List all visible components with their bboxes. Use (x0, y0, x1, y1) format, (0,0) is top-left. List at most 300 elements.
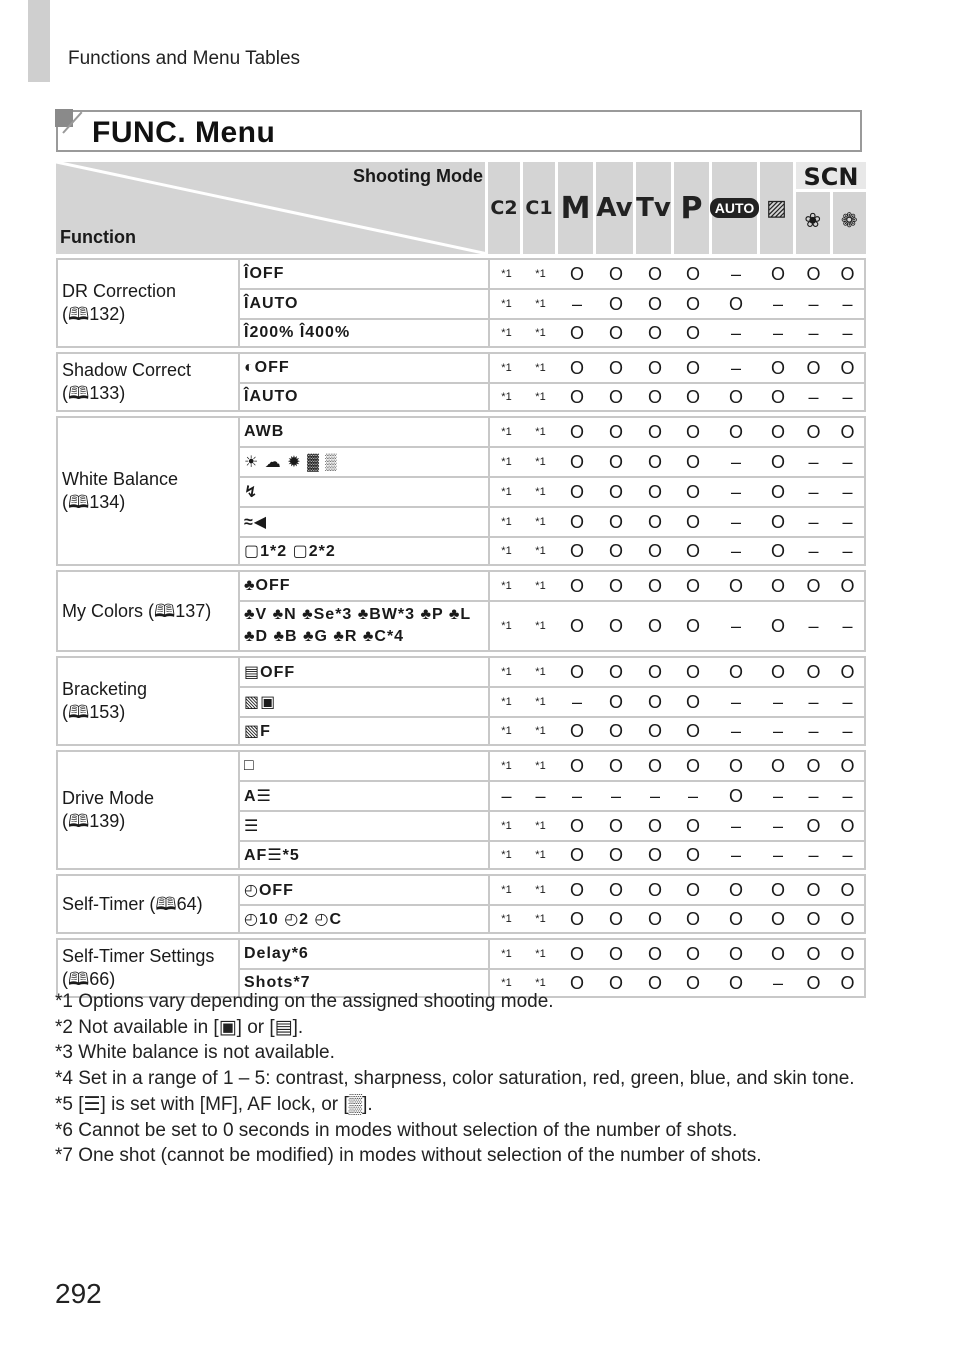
availability-cell: O (636, 416, 674, 446)
option-icon: ÎAUTO (244, 295, 299, 312)
availability-cell: O (831, 874, 866, 904)
availability-cell: *1 (523, 570, 558, 600)
auto-badge-icon: AUTO (710, 198, 759, 218)
availability-cell: *1 (523, 382, 558, 412)
availability-cell: O (596, 938, 636, 968)
function-name-cell (56, 416, 238, 566)
availability-cell: O (674, 600, 712, 652)
section-header: Functions and Menu Tables (68, 48, 301, 69)
availability-cell: *1 (523, 258, 558, 288)
manual-page-ref: (🕮64) (149, 893, 203, 914)
manual-page-ref: (🕮153) (62, 702, 126, 722)
availability-cell: O (596, 968, 636, 998)
availability-cell: O (558, 506, 596, 536)
availability-cell: O (596, 810, 636, 840)
availability-cell: O (558, 840, 596, 870)
availability-cell: O (558, 446, 596, 476)
table-row (56, 352, 866, 382)
availability-cell: O (796, 656, 831, 686)
availability-cell: O (674, 382, 712, 412)
manual-page-ref: (🕮133) (62, 383, 126, 403)
option-cell (238, 416, 488, 446)
option-cell (238, 716, 488, 746)
option-cell (238, 446, 488, 476)
availability-cell: – (831, 840, 866, 870)
availability-cell: O (674, 938, 712, 968)
option-icon: ▧F (244, 723, 271, 740)
header-shooting-mode: Shooting Mode (353, 166, 483, 186)
option-cell (238, 938, 488, 968)
table-row (56, 416, 866, 446)
function-name: Self-Timer Settings (62, 946, 215, 966)
availability-cell: O (712, 780, 760, 810)
manual-page-ref: (🕮132) (62, 304, 126, 324)
availability-cell: O (674, 968, 712, 998)
option-icon: A☰ (244, 788, 272, 805)
availability-cell: O (558, 716, 596, 746)
option-icon: AF☰*5 (244, 847, 300, 864)
function-name: Bracketing (62, 679, 148, 699)
option-cell (238, 536, 488, 566)
availability-cell: O (760, 570, 796, 600)
option-icon: ♣OFF (244, 577, 291, 594)
availability-cell: *1 (488, 382, 523, 412)
availability-cell: – (712, 318, 760, 348)
option-icon: AWB (244, 423, 285, 440)
availability-cell: O (558, 416, 596, 446)
availability-cell: O (796, 938, 831, 968)
page-title: FUNC. Menu (92, 116, 276, 149)
function-name-cell (56, 352, 238, 412)
availability-cell: O (760, 600, 796, 652)
option-cell (238, 506, 488, 536)
availability-cell: – (796, 288, 831, 318)
availability-cell: – (796, 536, 831, 566)
availability-cell: O (596, 656, 636, 686)
availability-cell: O (636, 810, 674, 840)
availability-cell: O (712, 938, 760, 968)
option-cell (238, 686, 488, 716)
availability-cell: – (831, 600, 866, 652)
availability-cell: O (596, 476, 636, 506)
availability-cell: O (636, 382, 674, 412)
manual-page-ref: (🕮139) (62, 811, 126, 831)
availability-cell: – (760, 968, 796, 998)
availability-cell: *1 (523, 904, 558, 934)
option-icon: □ (244, 757, 255, 774)
availability-cell: O (558, 810, 596, 840)
availability-cell: O (674, 476, 712, 506)
availability-cell: – (712, 716, 760, 746)
availability-cell: O (558, 656, 596, 686)
availability-cell: O (674, 352, 712, 382)
availability-cell: O (596, 874, 636, 904)
mode-camera-header (760, 162, 796, 254)
option-cell (238, 476, 488, 506)
availability-cell: O (636, 288, 674, 318)
availability-cell: O (636, 904, 674, 934)
availability-cell: – (760, 686, 796, 716)
table-row (56, 656, 866, 686)
availability-cell: O (796, 750, 831, 780)
option-icon: Î200% Î400% (244, 324, 351, 341)
availability-cell: – (831, 446, 866, 476)
availability-cell: O (596, 382, 636, 412)
availability-cell: O (558, 600, 596, 652)
availability-cell: O (636, 874, 674, 904)
availability-cell: O (760, 506, 796, 536)
availability-cell: O (674, 318, 712, 348)
option-cell (238, 874, 488, 904)
availability-cell: O (674, 570, 712, 600)
availability-cell: O (712, 874, 760, 904)
availability-cell: *1 (523, 968, 558, 998)
availability-cell: O (636, 506, 674, 536)
availability-cell: O (636, 476, 674, 506)
availability-cell: O (636, 570, 674, 600)
availability-cell: O (636, 656, 674, 686)
side-tab-marker (28, 0, 50, 82)
availability-cell: *1 (488, 536, 523, 566)
availability-cell: *1 (523, 810, 558, 840)
availability-cell: O (596, 416, 636, 446)
option-cell (238, 258, 488, 288)
option-cell (238, 570, 488, 600)
manual-page-ref: (🕮137) (148, 600, 212, 621)
availability-cell: O (712, 750, 760, 780)
availability-cell: O (636, 446, 674, 476)
availability-cell: – (796, 446, 831, 476)
availability-cell: O (558, 968, 596, 998)
availability-cell: – (831, 506, 866, 536)
table-row (56, 874, 866, 904)
footnotes (55, 989, 855, 1169)
availability-cell: – (796, 716, 831, 746)
availability-cell: *1 (523, 750, 558, 780)
availability-cell: *1 (488, 446, 523, 476)
availability-cell: – (712, 446, 760, 476)
availability-cell: O (712, 416, 760, 446)
function-name: Self-Timer (62, 893, 145, 914)
availability-cell: *1 (488, 476, 523, 506)
table-row (56, 938, 866, 968)
availability-cell: O (596, 318, 636, 348)
availability-cell: O (760, 904, 796, 934)
availability-cell: *1 (523, 318, 558, 348)
option-icon: ☀ ☁ ✹ ▓ ▒ (244, 454, 338, 471)
mode-c2-header: C2 (488, 162, 523, 254)
availability-cell: *1 (523, 686, 558, 716)
scn-label: SCN (796, 162, 866, 192)
availability-cell: *1 (488, 506, 523, 536)
scn-portrait-icon: ❀ (804, 210, 822, 232)
availability-cell: O (558, 874, 596, 904)
availability-cell: – (760, 840, 796, 870)
footnote: *5 [☰] is set with [MF], AF lock, or [▒]. (55, 1093, 373, 1115)
availability-cell: O (596, 600, 636, 652)
function-name-cell (56, 656, 238, 746)
availability-cell: O (636, 840, 674, 870)
availability-cell: *1 (488, 318, 523, 348)
availability-cell: O (674, 288, 712, 318)
availability-cell: – (760, 318, 796, 348)
availability-cell: O (831, 416, 866, 446)
availability-cell: O (636, 600, 674, 652)
availability-cell: O (796, 874, 831, 904)
availability-cell: O (760, 938, 796, 968)
option-icon: ▤OFF (244, 664, 296, 681)
function-name: My Colors (62, 600, 144, 621)
availability-cell: – (831, 716, 866, 746)
title-box (56, 110, 862, 152)
availability-cell: O (760, 416, 796, 446)
table-row (56, 750, 866, 780)
availability-cell: O (796, 810, 831, 840)
mode-scn-header (796, 162, 866, 254)
option-icon: Delay*6 (244, 945, 309, 962)
availability-cell: *1 (523, 938, 558, 968)
function-name-cell (56, 570, 238, 652)
availability-cell: *1 (523, 476, 558, 506)
availability-cell: O (558, 382, 596, 412)
availability-cell: O (596, 352, 636, 382)
availability-cell: *1 (523, 352, 558, 382)
availability-cell: – (831, 318, 866, 348)
option-cell (238, 600, 488, 652)
availability-cell: O (558, 258, 596, 288)
availability-cell: O (636, 318, 674, 348)
option-icon: ↯ (244, 484, 259, 501)
manual-page-ref: (🕮66) (62, 969, 116, 989)
option-icon: ◐OFF (244, 359, 290, 376)
availability-cell: *1 (488, 656, 523, 686)
option-cell (238, 318, 488, 348)
availability-cell: O (558, 536, 596, 566)
availability-cell: O (831, 656, 866, 686)
availability-cell: – (831, 686, 866, 716)
availability-cell: O (596, 506, 636, 536)
availability-cell: O (674, 904, 712, 934)
availability-cell: *1 (523, 536, 558, 566)
availability-cell: – (796, 382, 831, 412)
availability-cell: O (636, 750, 674, 780)
manual-page-ref: (🕮134) (62, 492, 126, 512)
mode-m-header: M (558, 162, 596, 254)
availability-cell: – (636, 780, 674, 810)
availability-cell: O (636, 686, 674, 716)
availability-cell: O (596, 536, 636, 566)
function-name: Drive Mode (62, 788, 155, 808)
availability-cell: O (636, 536, 674, 566)
option-cell (238, 840, 488, 870)
availability-cell: O (831, 938, 866, 968)
availability-cell: O (796, 904, 831, 934)
availability-cell: O (674, 656, 712, 686)
availability-cell: O (760, 750, 796, 780)
availability-cell: *1 (488, 600, 523, 652)
availability-cell: – (712, 536, 760, 566)
availability-cell: *1 (523, 446, 558, 476)
availability-cell: O (674, 258, 712, 288)
availability-cell: *1 (488, 416, 523, 446)
function-name-cell (56, 874, 238, 934)
availability-cell: *1 (488, 810, 523, 840)
availability-cell: O (558, 938, 596, 968)
availability-cell: *1 (523, 656, 558, 686)
availability-cell: O (831, 570, 866, 600)
availability-cell: – (760, 810, 796, 840)
availability-cell: O (760, 258, 796, 288)
footnote: *7 One shot (cannot be modified) in modes without selection of the number of shots. (55, 1145, 762, 1167)
function-name-cell (56, 258, 238, 348)
availability-cell: – (712, 476, 760, 506)
availability-cell: – (796, 318, 831, 348)
function-name: DR Correction (62, 281, 177, 301)
function-name-cell (56, 750, 238, 870)
availability-cell: – (831, 382, 866, 412)
availability-cell: O (712, 968, 760, 998)
availability-cell: – (558, 288, 596, 318)
availability-cell: O (674, 686, 712, 716)
availability-cell: O (596, 904, 636, 934)
availability-cell: O (558, 904, 596, 934)
availability-cell: O (674, 506, 712, 536)
availability-cell: O (674, 874, 712, 904)
availability-cell: – (796, 686, 831, 716)
availability-cell: O (636, 352, 674, 382)
option-cell (238, 288, 488, 318)
availability-cell: – (831, 780, 866, 810)
availability-cell: – (796, 476, 831, 506)
option-icon: ≈◀ (244, 514, 268, 531)
availability-cell: *1 (523, 600, 558, 652)
availability-cell: O (712, 288, 760, 318)
availability-cell: – (712, 258, 760, 288)
table-row (56, 258, 866, 288)
availability-cell: O (831, 750, 866, 780)
availability-cell: O (596, 288, 636, 318)
availability-cell: *1 (488, 352, 523, 382)
availability-cell: – (558, 686, 596, 716)
availability-cell: O (636, 716, 674, 746)
option-icon: ♣V ♣N ♣Se*3 ♣BW*3 ♣P ♣L ♣D ♣B ♣G ♣R ♣C*4 (244, 606, 471, 645)
footnote: *1 Options vary depending on the assigned shooting mode. (55, 991, 554, 1012)
availability-cell: – (796, 506, 831, 536)
option-icon: ÎOFF (244, 265, 285, 282)
availability-cell: O (596, 258, 636, 288)
mode-auto-header (712, 162, 760, 254)
availability-cell: – (712, 352, 760, 382)
availability-cell: – (558, 780, 596, 810)
availability-cell: – (831, 288, 866, 318)
availability-cell: O (596, 840, 636, 870)
availability-cell: – (796, 780, 831, 810)
availability-cell: O (558, 570, 596, 600)
availability-cell: O (558, 476, 596, 506)
availability-cell: O (596, 446, 636, 476)
availability-cell: O (796, 258, 831, 288)
availability-cell: O (796, 968, 831, 998)
availability-cell: *1 (488, 750, 523, 780)
availability-cell: – (674, 780, 712, 810)
availability-cell: – (760, 288, 796, 318)
function-name: Shadow Correct (62, 360, 192, 380)
option-icon: ▢1*2 ▢2*2 (244, 543, 336, 560)
availability-cell: O (712, 382, 760, 412)
availability-cell: O (596, 716, 636, 746)
option-cell (238, 656, 488, 686)
availability-cell: O (558, 352, 596, 382)
availability-cell: *1 (523, 288, 558, 318)
mode-p-header: P (674, 162, 712, 254)
availability-cell: – (712, 600, 760, 652)
option-icon: ☰ (244, 818, 260, 835)
page-number: 292 (55, 1278, 102, 1309)
availability-cell: O (760, 446, 796, 476)
availability-cell: O (596, 750, 636, 780)
table-header-row (56, 162, 866, 254)
availability-cell: O (636, 968, 674, 998)
function-name: White Balance (62, 469, 179, 489)
mode-av-header: Av (596, 162, 636, 254)
availability-cell: O (674, 750, 712, 780)
availability-cell: O (636, 258, 674, 288)
availability-cell: – (712, 810, 760, 840)
availability-cell: – (831, 476, 866, 506)
availability-cell: O (674, 810, 712, 840)
footnote: *2 Not available in [▣] or [▤]. (55, 1016, 304, 1038)
availability-cell: O (831, 968, 866, 998)
availability-cell: O (796, 352, 831, 382)
availability-cell: O (636, 938, 674, 968)
footnote: *3 White balance is not available. (55, 1042, 335, 1064)
availability-cell: O (760, 476, 796, 506)
availability-cell: *1 (488, 288, 523, 318)
option-icon: Shots*7 (244, 974, 311, 991)
option-icon: ÎAUTO (244, 388, 299, 405)
availability-cell: O (674, 840, 712, 870)
availability-cell: *1 (488, 570, 523, 600)
availability-cell: *1 (523, 506, 558, 536)
availability-cell: O (796, 416, 831, 446)
availability-cell: – (760, 716, 796, 746)
availability-cell: O (712, 904, 760, 934)
availability-cell: O (760, 352, 796, 382)
availability-cell: – (712, 840, 760, 870)
footnote: *6 Cannot be set to 0 seconds in modes without selection of the number of shots. (55, 1119, 738, 1141)
availability-cell: – (488, 780, 523, 810)
availability-cell: – (831, 536, 866, 566)
option-cell (238, 382, 488, 412)
availability-cell: O (831, 810, 866, 840)
availability-cell: O (558, 318, 596, 348)
availability-cell: *1 (488, 840, 523, 870)
availability-cell: O (760, 382, 796, 412)
option-cell (238, 352, 488, 382)
availability-cell: O (712, 656, 760, 686)
availability-cell: O (674, 716, 712, 746)
availability-cell: O (831, 352, 866, 382)
availability-cell: – (712, 506, 760, 536)
availability-cell: *1 (488, 258, 523, 288)
availability-cell: O (760, 536, 796, 566)
availability-cell: *1 (488, 874, 523, 904)
availability-cell: *1 (523, 416, 558, 446)
availability-cell: *1 (488, 938, 523, 968)
availability-cell: O (796, 570, 831, 600)
availability-cell: – (712, 686, 760, 716)
availability-cell: *1 (488, 968, 523, 998)
